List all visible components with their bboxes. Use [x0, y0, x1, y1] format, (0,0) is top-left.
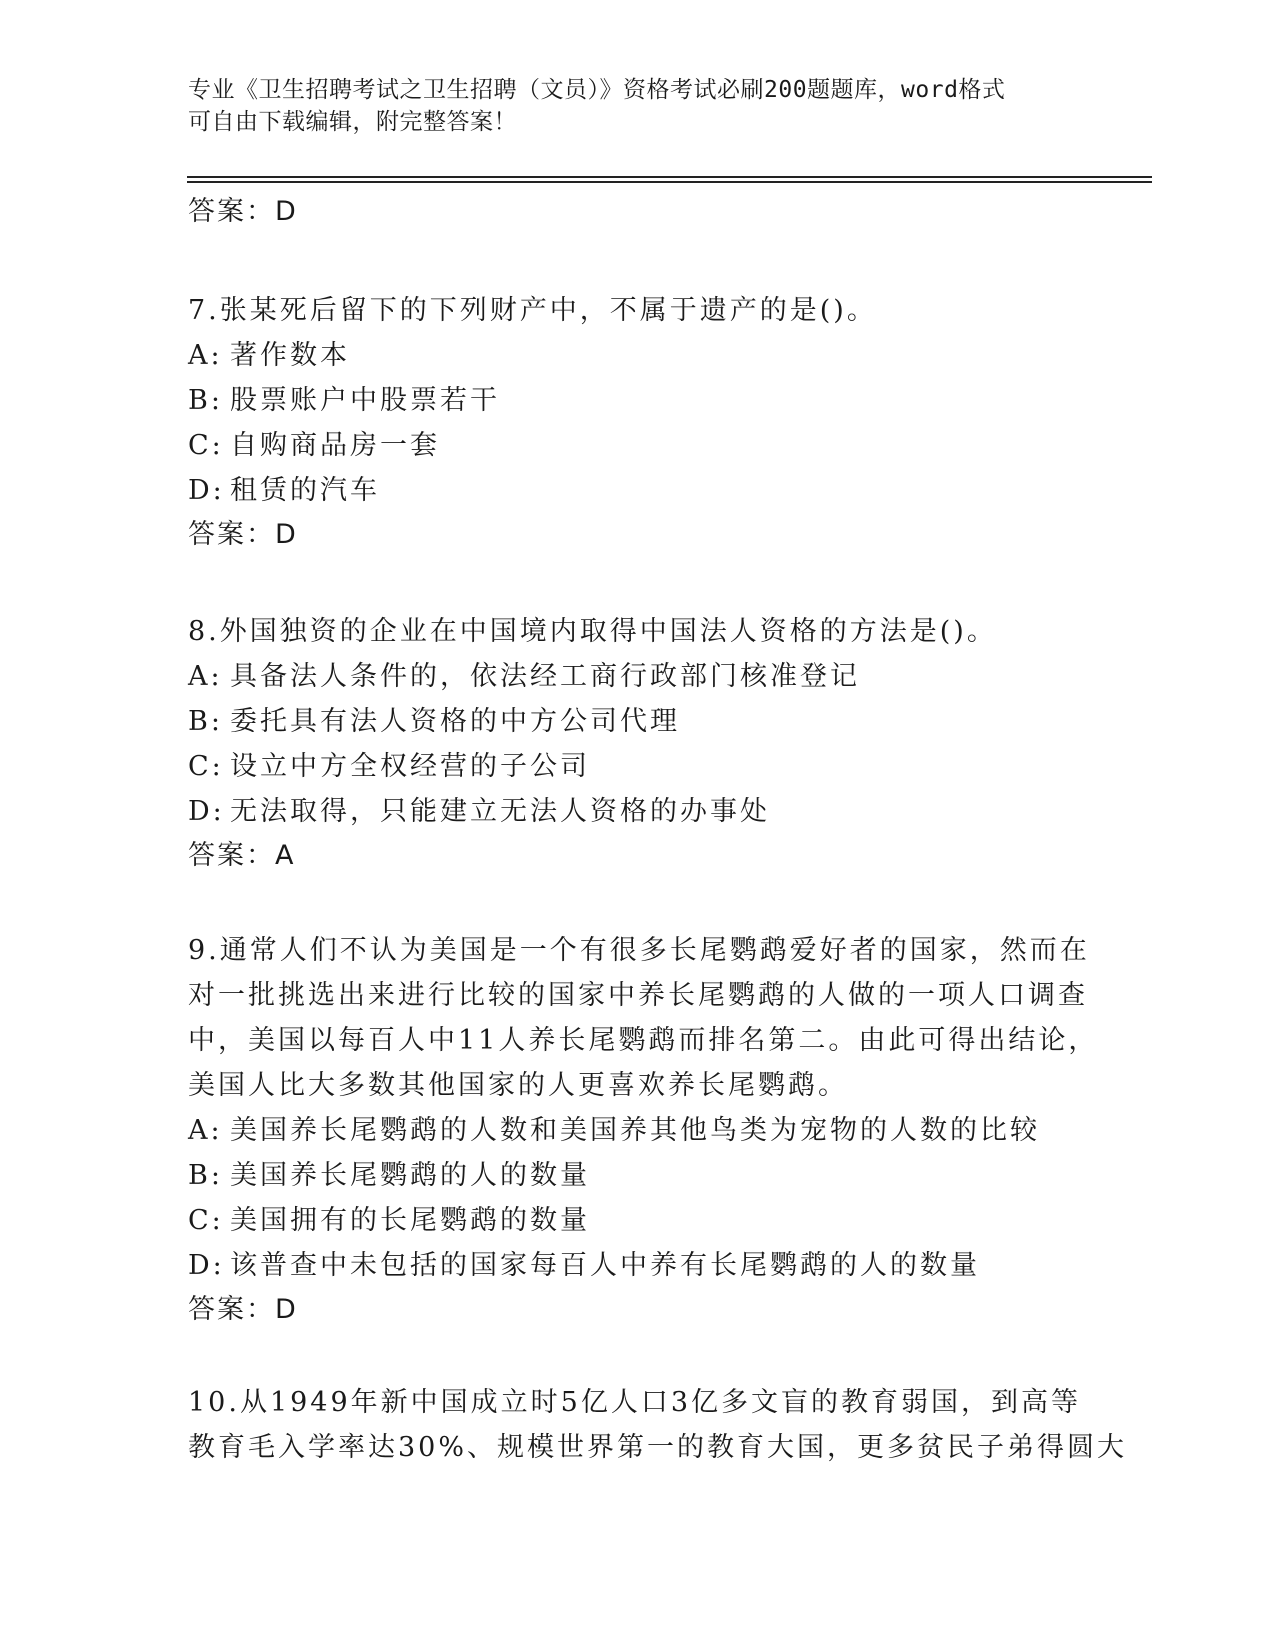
question-9 [188, 928, 1099, 1332]
answer: 答案：D [188, 519, 298, 550]
option-text: 委托具有法人资格的中方公司代理 [230, 706, 680, 737]
option-text: 自购商品房一套 [230, 430, 440, 461]
option-letter: D: [188, 475, 225, 506]
question-8 [188, 609, 1088, 878]
option-text: 具备法人条件的，依法经工商行政部门核准登记 [230, 661, 860, 692]
option-b [188, 1153, 1088, 1198]
question-stem [188, 609, 1088, 654]
header-rule-top [187, 176, 1152, 178]
option-c [188, 744, 1088, 789]
stem-line: 美国人比大多数其他国家的人更喜欢养长尾鹦鹉。 [188, 1070, 848, 1101]
option-text: 租赁的汽车 [230, 475, 380, 506]
stem-line: 中，美国以每百人中11人养长尾鹦鹉而排名第二。由此可得出结论， [188, 1025, 1099, 1056]
option-letter: C: [188, 751, 224, 782]
option-d [188, 789, 1088, 834]
option-letter: A: [188, 340, 223, 371]
option-c [188, 423, 1088, 468]
page-header [188, 74, 1068, 138]
option-a [188, 654, 1088, 699]
option-letter: C: [188, 430, 224, 461]
option-d [188, 1243, 1088, 1288]
question-stem [188, 928, 1099, 1108]
answer: 答案：D [188, 1294, 298, 1325]
stem-line: 对一批挑选出来进行比较的国家中养长尾鹦鹉的人做的一项人口调查 [188, 980, 1088, 1011]
option-letter: C: [188, 1205, 224, 1236]
option-text: 该普查中未包括的国家每百人中养有长尾鹦鹉的人的数量 [230, 1250, 980, 1281]
option-text: 无法取得，只能建立无法人资格的办事处 [230, 796, 770, 827]
question-stem [188, 1380, 1128, 1470]
stem-line: 10.从1949年新中国成立时5亿人口3亿多文盲的教育弱国，到高等 [188, 1387, 1082, 1418]
option-text: 著作数本 [230, 340, 350, 371]
option-letter: B: [188, 706, 223, 737]
stem-line: 教育毛入学率达30%、规模世界第一的教育大国，更多贫民子弟得圆大 [188, 1432, 1128, 1463]
question-stem [188, 288, 1088, 333]
option-a [188, 1108, 1088, 1153]
option-letter: D: [188, 1250, 225, 1281]
answer-previous-question: 答案：D [188, 196, 298, 227]
stem-line: 7.张某死后留下的下列财产中，不属于遗产的是()。 [188, 295, 877, 326]
option-b [188, 699, 1088, 744]
stem-line: 8.外国独资的企业在中国境内取得中国法人资格的方法是()。 [188, 616, 997, 647]
question-7 [188, 288, 1088, 557]
option-d [188, 468, 1088, 513]
header-line-1: 专业《卫生招聘考试之卫生招聘（文员）》资格考试必刷200题题库，word格式 [188, 77, 1006, 103]
option-text: 股票账户中股票若干 [230, 385, 500, 416]
answer: 答案：A [188, 840, 296, 871]
option-letter: B: [188, 385, 223, 416]
option-b [188, 378, 1088, 423]
option-text: 美国养长尾鹦鹉的人数和美国养其他鸟类为宠物的人数的比较 [230, 1115, 1040, 1146]
option-c [188, 1198, 1088, 1243]
option-text: 美国养长尾鹦鹉的人的数量 [230, 1160, 590, 1191]
question-list [188, 190, 1128, 1470]
option-letter: B: [188, 1160, 223, 1191]
option-a [188, 333, 1088, 378]
header-line-2: 可自由下载编辑，附完整答案！ [188, 109, 517, 135]
option-letter: D: [188, 796, 225, 827]
option-text: 设立中方全权经营的子公司 [230, 751, 590, 782]
option-text: 美国拥有的长尾鹦鹉的数量 [230, 1205, 590, 1236]
header-rule-bottom [187, 181, 1152, 183]
question-10 [188, 1380, 1128, 1470]
stem-line: 9.通常人们不认为美国是一个有很多长尾鹦鹉爱好者的国家，然而在 [188, 935, 1090, 966]
option-letter: A: [188, 661, 223, 692]
option-letter: A: [188, 1115, 223, 1146]
